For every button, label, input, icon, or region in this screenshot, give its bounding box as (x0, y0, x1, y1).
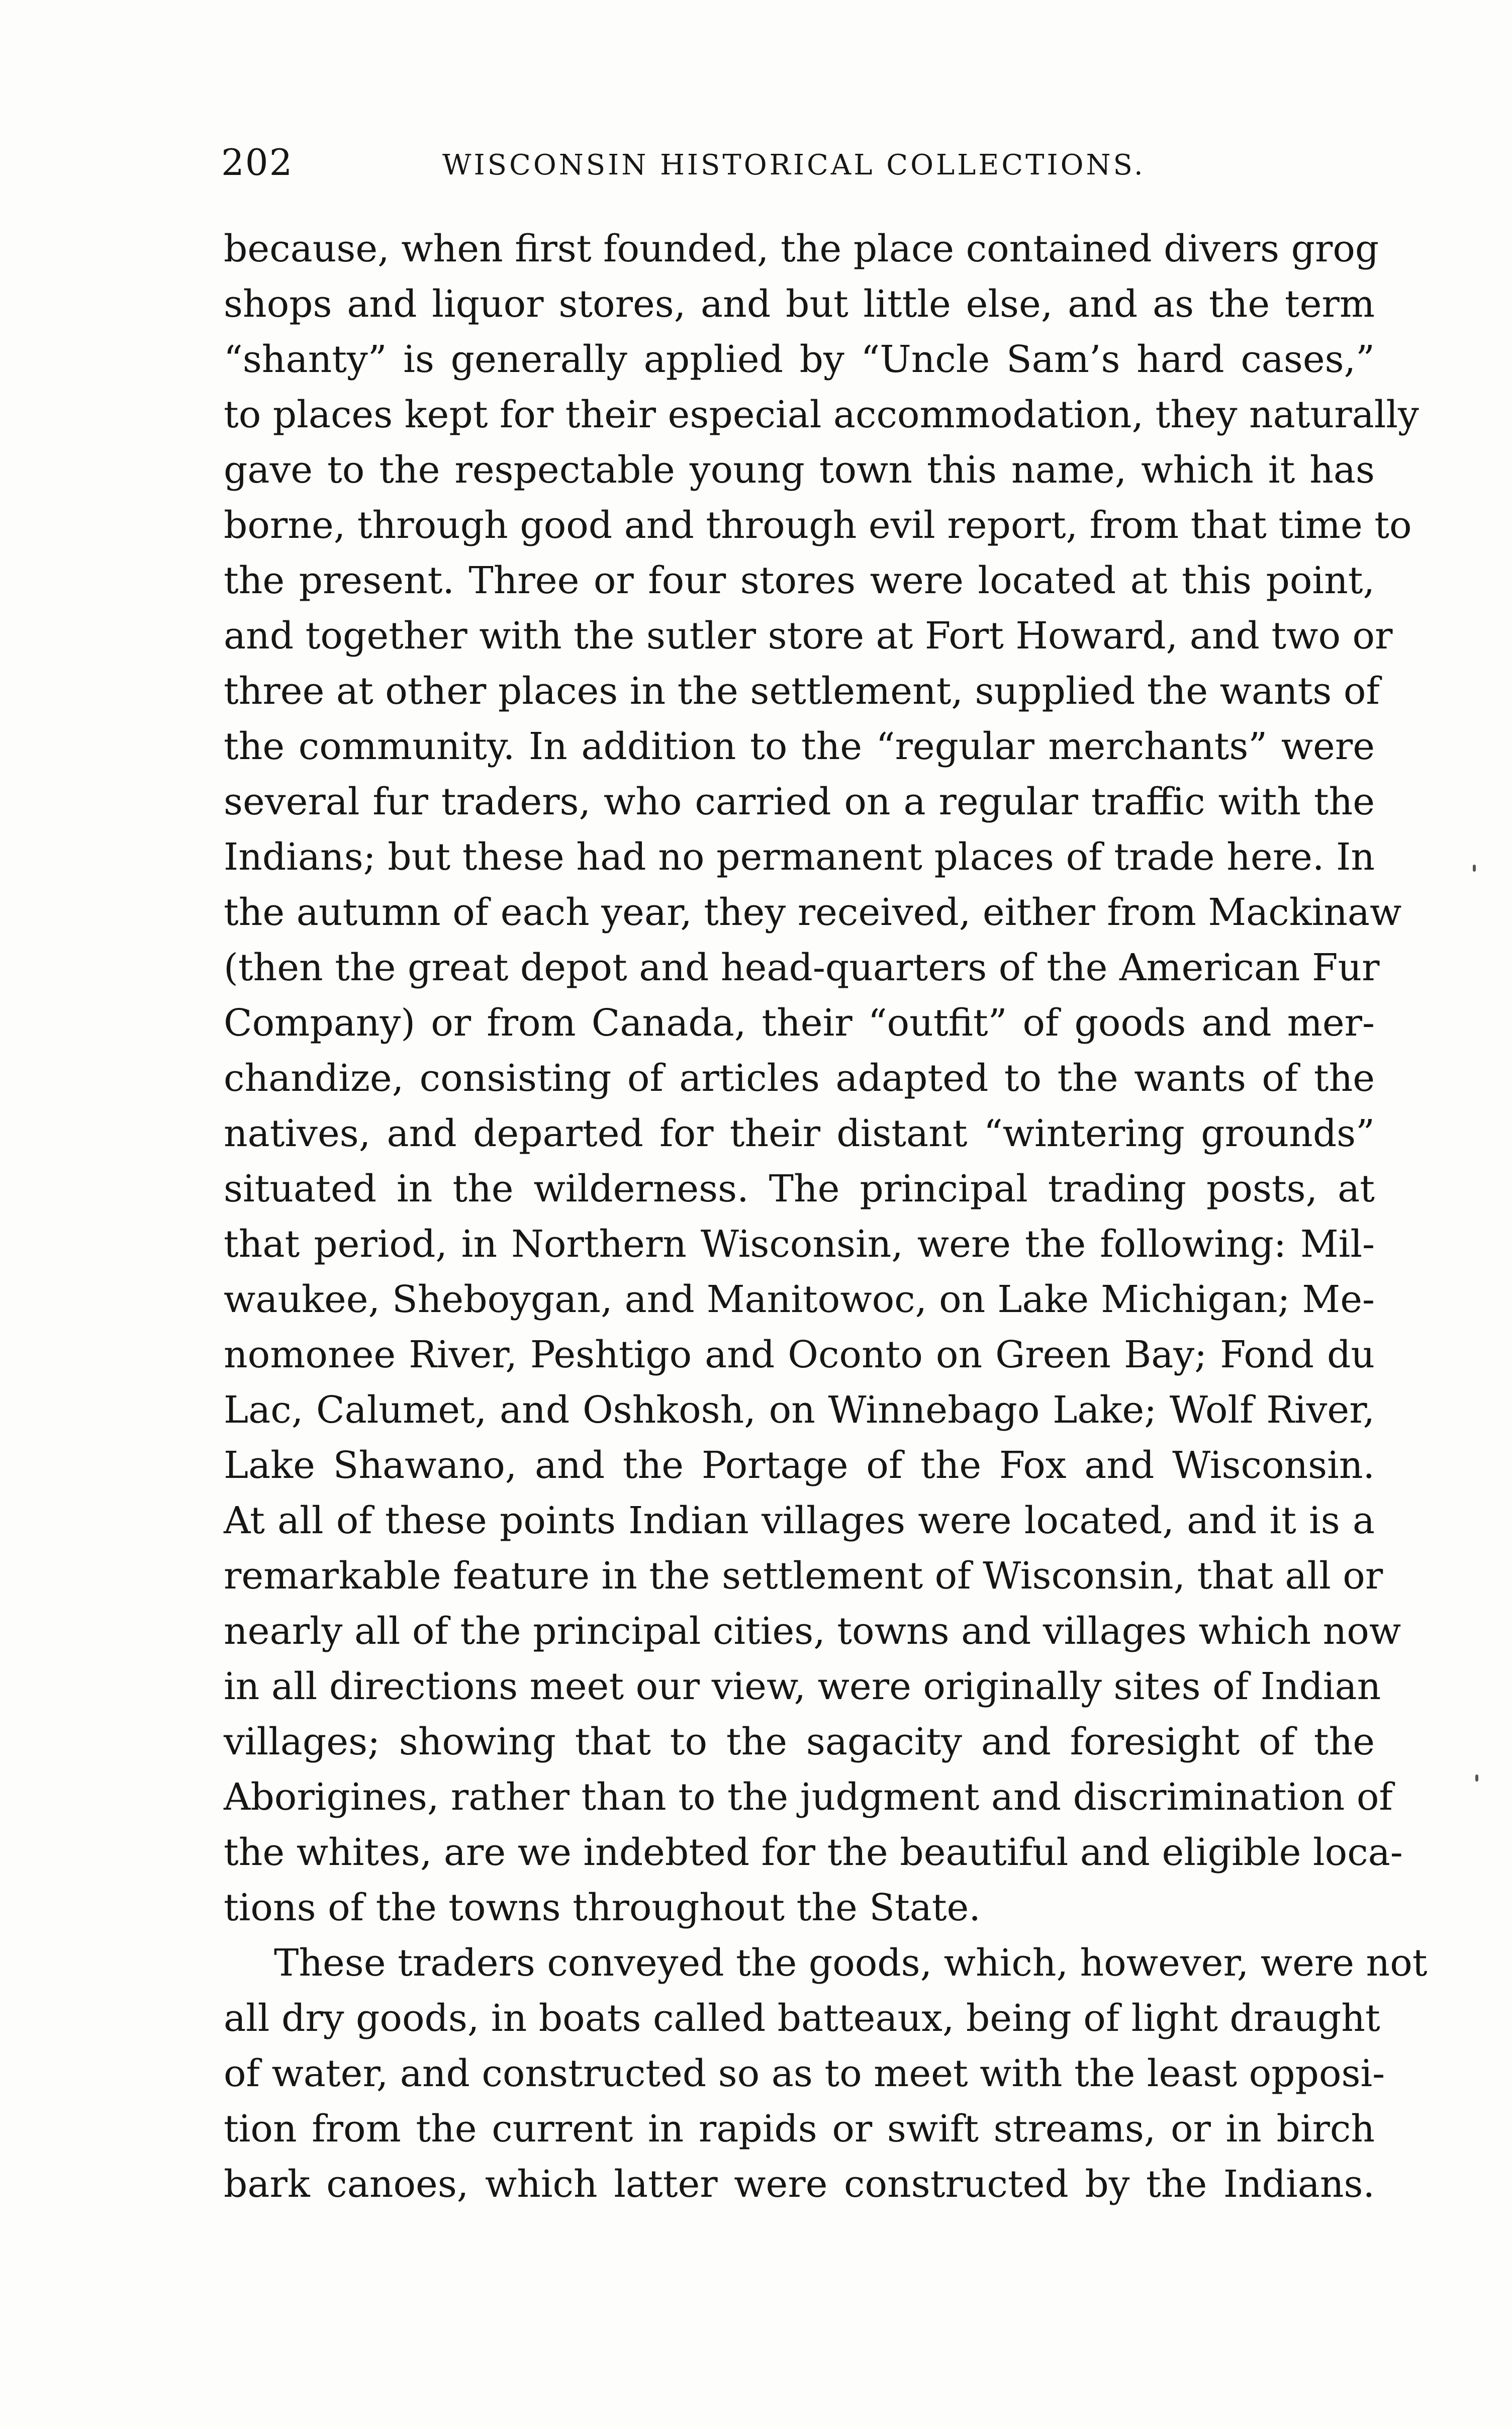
text-line: three at other places in the settlement, supplied the wants of (224, 670, 1380, 713)
text-line: nomonee River, Peshtigo and Oconto on Green Bay; Fond du (224, 1333, 1375, 1376)
running-title: WISCONSIN HISTORICAL COLLECTIONS. (442, 149, 1146, 181)
text-line: chandize, consisting of articles adapted to the wants of the (224, 1057, 1375, 1100)
text-line: “shanty” is generally applied by “Uncle Sam’s hard cases,” (224, 338, 1375, 381)
body-text (224, 221, 1428, 2212)
text-line: in all directions meet our view, were originally sites of Indian (224, 1665, 1381, 1708)
text-line: Lake Shawano, and the Portage of the Fox and Wisconsin. (224, 1444, 1375, 1487)
text-line: Indians; but these had no permanent places of trade here. In (224, 835, 1375, 879)
text-line: that period, in Northern Wisconsin, were the following: Mil- (224, 1223, 1375, 1266)
text-line: situated in the wilderness. The principal trading posts, at (224, 1167, 1375, 1210)
text-line: shops and liquor stores, and but little else, and as the term (224, 283, 1375, 326)
text-line: waukee, Sheboygan, and Manitowoc, on Lake Michigan; Me- (224, 1278, 1375, 1321)
text-line: natives, and departed for their distant “wintering grounds” (224, 1112, 1375, 1155)
text-line: of water, and constructed so as to meet with the least opposi- (224, 2052, 1385, 2095)
text-line: (then the great depot and head-quarters of the American Fur (224, 946, 1380, 989)
text-line: bark canoes, which latter were constructed by the Indians. (224, 2163, 1375, 2206)
text-line: At all of these points Indian villages were located, and it is a (224, 1499, 1375, 1542)
text-line: villages; showing that to the sagacity and foresight of the (224, 1720, 1375, 1763)
text-line: Lac, Calumet, and Oshkosh, on Winnebago Lake; Wolf River, (224, 1388, 1375, 1432)
text-line: because, when first founded, the place contained divers grog (224, 227, 1379, 270)
text-line: all dry goods, in boats called batteaux, being of light draught (224, 1997, 1380, 2040)
paragraph-end-line: tions of the towns throughout the State. (224, 1886, 981, 1929)
text-line: and together with the sutler store at Fort Howard, and two or (224, 614, 1393, 658)
text-line: nearly all of the principal cities, towns and villages which now (224, 1610, 1401, 1653)
text-line: remarkable feature in the settlement of Wisconsin, that all or (224, 1554, 1383, 1598)
text-line: Company) or from Canada, their “outfit” of goods and mer- (224, 1001, 1375, 1045)
text-line: several fur traders, who carried on a regular traffic with the (224, 780, 1375, 823)
paper-speck (1475, 1775, 1478, 1782)
text-line: borne, through good and through evil report, from that time to (224, 504, 1412, 547)
paragraph-start-line: These traders conveyed the goods, which, however, were not (274, 1941, 1428, 1985)
running-head (221, 135, 1382, 190)
text-line: the autumn of each year, they received, either from Mackinaw (224, 891, 1402, 934)
text-line: gave to the respectable young town this name, which it has (224, 448, 1375, 492)
text-line: the whites, are we indebted for the beautiful and eligible loca- (224, 1831, 1403, 1874)
text-line: the present. Three or four stores were located at this point, (224, 559, 1375, 602)
text-line: to places kept for their especial accommodation, they naturally (224, 393, 1419, 436)
paper-speck (1473, 865, 1476, 872)
page-number: 202 (221, 141, 294, 183)
text-line: Aborigines, rather than to the judgment and discrimination of (224, 1776, 1393, 1819)
text-line: tion from the current in rapids or swift streams, or in birch (224, 2107, 1375, 2151)
text-line: the community. In addition to the “regular merchants” were (224, 725, 1375, 768)
